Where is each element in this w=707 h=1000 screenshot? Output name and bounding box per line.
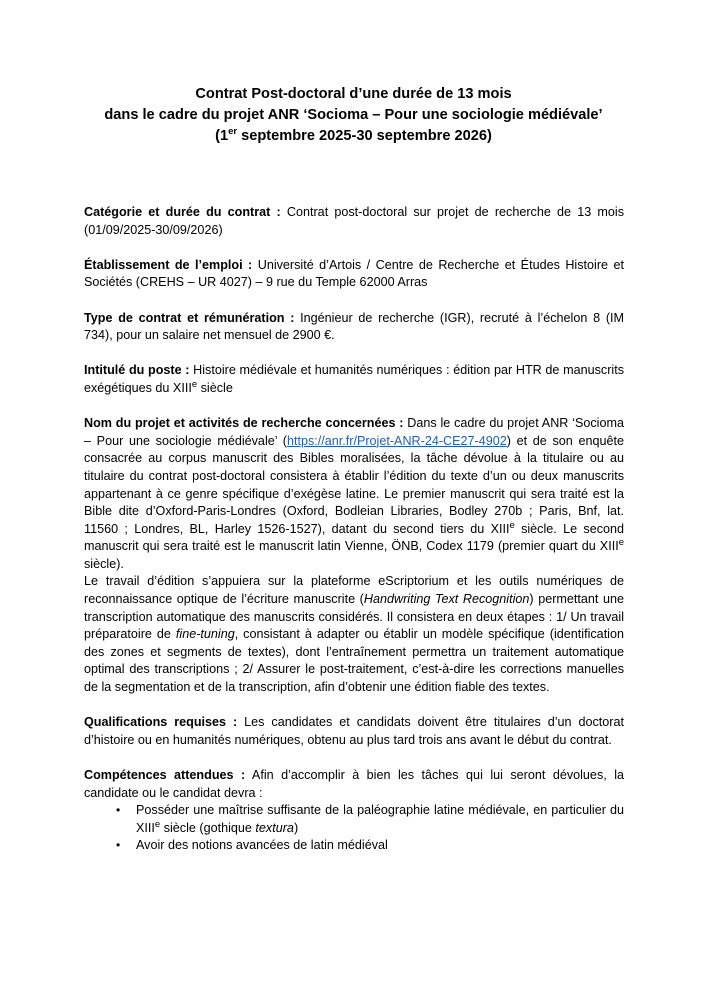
section-label: Catégorie et durée du contrat : — [84, 205, 281, 219]
competences-list — [84, 802, 624, 855]
section-type-contrat — [84, 310, 624, 345]
section-intitule — [84, 362, 624, 397]
section-text: ) permettant une transcription automatique des manuscrits considérés. Il consistera en deux étapes : 1/ Un travail préparatoire de — [84, 592, 624, 642]
section-text: Contrat post-doctoral sur projet de recherche de 13 mois (01/09/2025-30/09/2026) — [84, 205, 624, 237]
superscript: e — [191, 378, 198, 390]
list-item-text: Avoir des notions avancées de latin médiéval — [136, 838, 388, 853]
superscript: e — [509, 519, 515, 531]
section-text: siècle. Le second manuscrit qui sera traité est le manuscrit latin Vienne, ÖNB, Codex 1179 (premier quart du XIII — [84, 521, 625, 554]
section-label: Qualifications requises : — [84, 715, 238, 730]
anr-project-link[interactable]: https://anr.fr/Projet-ANR-24-CE27-4902 — [286, 433, 507, 448]
section-projet-travail — [84, 573, 624, 696]
section-etablissement — [84, 257, 624, 292]
section-text: Ingénieur de recherche (IGR), recruté à l’échelon 8 (IM 734), pour un salaire net mensuel de 2900 €. — [84, 310, 625, 343]
title-line-1: Contrat Post-doctoral d’une durée de 13 mois — [195, 86, 512, 102]
document-body — [84, 204, 624, 855]
section-text: Le travail d’édition s’appuiera sur la plateforme eScriptorium et les outils numériques de reconnaissance optique de l’écriture manuscrite ( — [84, 574, 624, 607]
superscript: e — [154, 818, 161, 830]
emphasis-text: Handwriting Text Recognition — [363, 592, 530, 607]
section-label: Type de contrat et rémunération : — [84, 310, 295, 325]
emphasis-text: fine-tuning — [175, 627, 235, 642]
title-line-2: dans le cadre du projet ANR ‘Socioma – Pour une sociologie médiévale’ — [104, 107, 603, 123]
superscript: e — [618, 537, 624, 549]
section-categorie — [84, 204, 624, 239]
section-text: ) et de son enquête consacrée au corpus manuscrit des Bibles moralisées, la tâche dévolue à la titulaire ou au titulaire du contrat post-doctoral consistera à établir l’édition du texte d’un ou deux manuscrits appartenant à ce genre spécifique d’exégèse latine. Le premier manuscrit qui sera traité est la Bible dite d’Oxford-Paris-Londres (Oxford, Bodleian Libraries, Bodley 270b ; Paris, Bnf, lat. 11560 ; Londres, BL, Harley 1526-1527), datant du second tiers du XIII — [84, 433, 624, 536]
section-text: Université d’Artois / Centre de Recherche et Études Histoire et Sociétés (CREHS – UR 4027) – 9 rue du Temple 62000 Arras — [84, 257, 624, 290]
section-competences — [84, 767, 624, 802]
section-text: Dans le cadre du projet ANR ‘Socioma – Pour une sociologie médiévale’ ( — [84, 416, 624, 448]
section-label: Nom du projet et activités de recherche concernées : — [84, 416, 404, 431]
list-item-text: ) — [293, 820, 299, 835]
list-item-text: siècle (gothique — [160, 820, 256, 835]
title-line-3-open: (1 — [215, 128, 229, 144]
bullet-icon: • — [116, 803, 121, 818]
section-text: siècle). — [84, 556, 124, 571]
section-qualifications — [84, 714, 624, 749]
section-label: Établissement de l’emploi : — [84, 257, 253, 272]
list-item — [116, 802, 624, 837]
section-text-end: siècle — [197, 380, 233, 395]
list-item — [116, 837, 624, 855]
section-text: Les candidates et candidats doivent être titulaires d’un doctorat d’histoire ou en humanités numériques, obtenu au plus tard trois ans avant le début du contrat. — [84, 715, 624, 747]
section-text: Histoire médiévale et humanités numériques : édition par HTR de manuscrits exégétiques du XIII — [84, 363, 624, 395]
title-line-3-rest: septembre 2025-30 septembre 2026) — [237, 128, 492, 144]
section-text: Afin d’accomplir à bien les tâches qui lui seront dévolues, la candidate ou le candidat devra : — [84, 768, 624, 800]
section-label: Intitulé du poste : — [84, 363, 190, 378]
title-line-3 — [0, 126, 707, 147]
emphasis-text: textura — [255, 820, 294, 835]
section-projet — [84, 415, 624, 573]
section-text: , consistant à adapter ou établir un modèle spécifique (identification des zones et segments de textes), dont l’entraînement permettra un traitement automatique optimal des transcriptions ; 2/ Assurer le post-traitement, c’est-à-dire les corrections manuelles de la segmentation et de la transcription, afin d’obtenir une édition fiable des textes. — [84, 627, 624, 695]
document-title — [0, 84, 707, 147]
list-item-text: Posséder une maîtrise suffisante de la paléographie latine médiévale, en particulier du XIII — [136, 803, 624, 835]
bullet-icon: • — [116, 838, 121, 853]
title-superscript: er — [228, 126, 238, 138]
section-label: Compétences attendues : — [84, 768, 246, 782]
